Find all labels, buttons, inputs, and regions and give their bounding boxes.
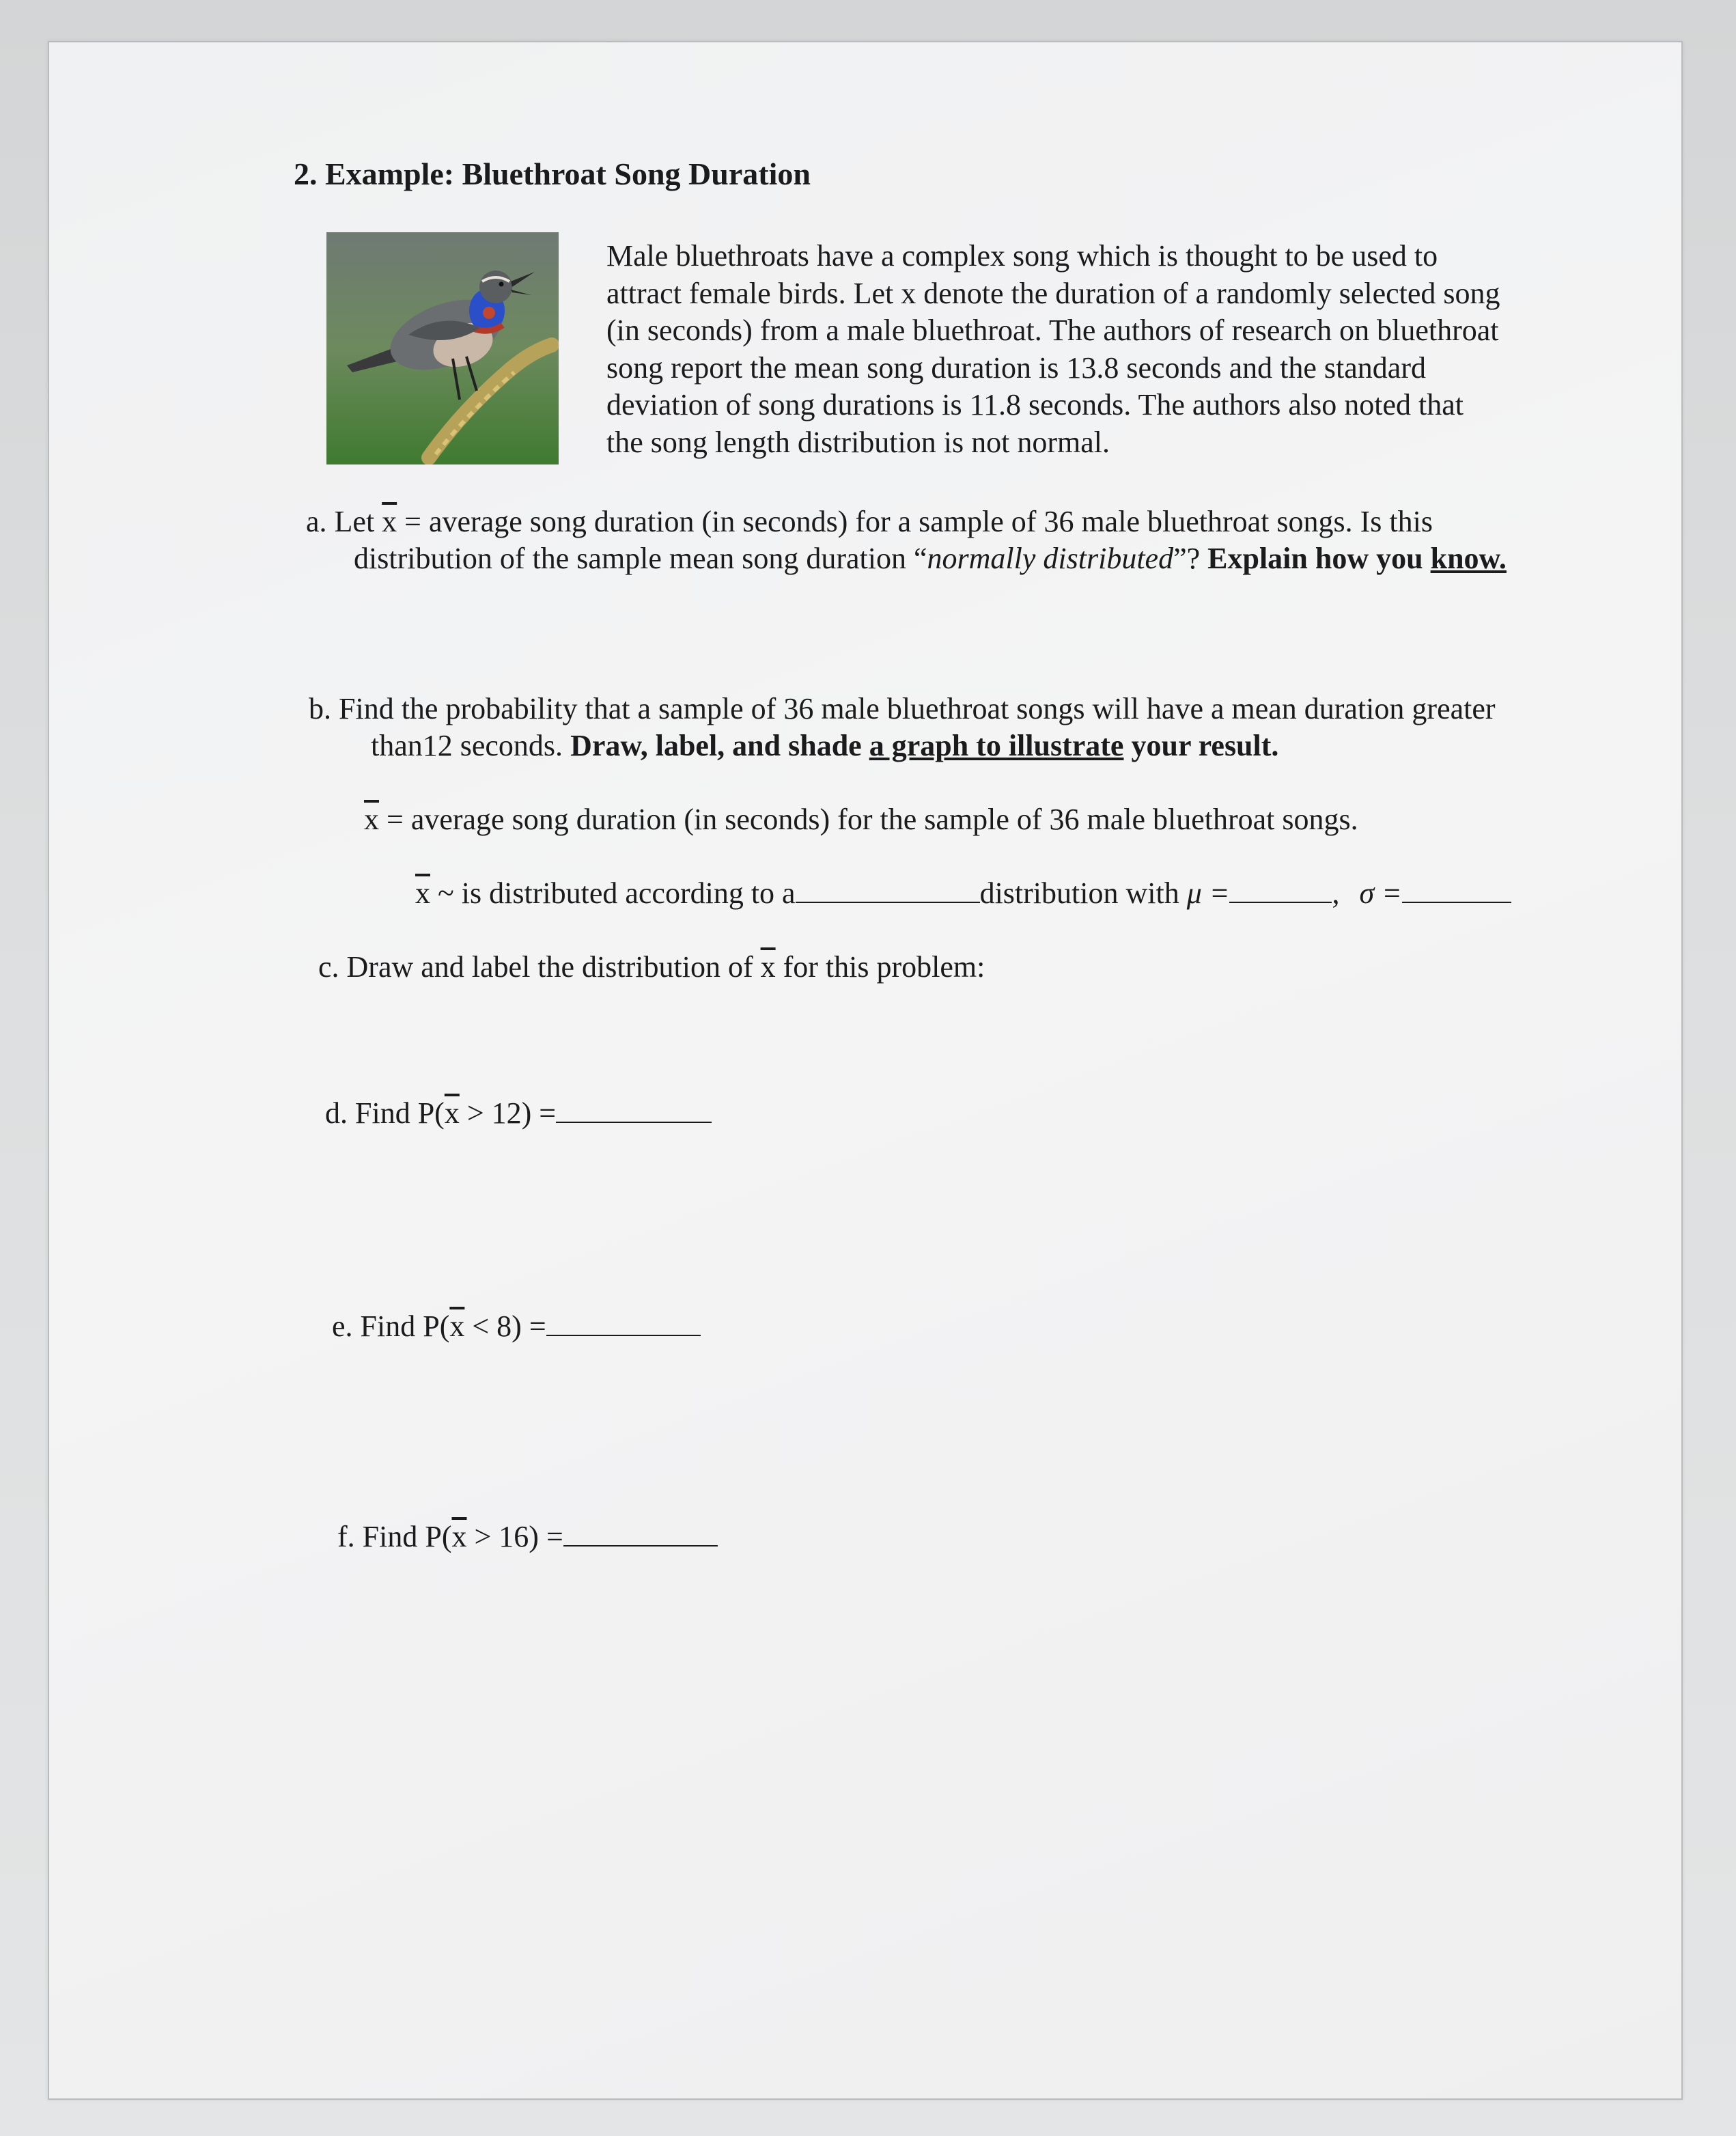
part-a-bold-underlined: know. [1430, 542, 1507, 575]
part-b-line2 [371, 728, 1278, 763]
part-a-label: a. [306, 505, 327, 538]
definition-text: = average song duration (in seconds) for the sample of 36 male bluethroat songs. [387, 803, 1358, 836]
page-title: 2. Example: Bluethroat Song Duration [294, 156, 811, 191]
part-d-text2: > 12) = [466, 1096, 557, 1130]
sigma-label: σ = [1359, 876, 1402, 910]
part-e-label: e. [332, 1309, 353, 1343]
part-a-question: distribution of the sample mean song duration “ [354, 542, 927, 575]
xbar-symbol: $\overline{x}$ [760, 950, 776, 984]
part-b-bold: Draw, label, and shade [570, 729, 862, 762]
intro-line: deviation of song durations is 11.8 seconds. The authors also noted that [606, 388, 1464, 421]
part-d-label: d. [325, 1096, 348, 1130]
bluethroat-bird-illustration [326, 232, 559, 464]
part-a-text: = average song duration (in seconds) for a sample of 36 male bluethroat songs. Is this [404, 505, 1433, 538]
part-f-label: f. [337, 1520, 355, 1553]
part-d-line [325, 1096, 712, 1131]
mu-blank[interactable] [1229, 902, 1332, 903]
part-b-text: Find the probability that a sample of 36 male bluethroat songs will have a mean duration greater [339, 692, 1496, 725]
dist-text: ~ is distributed according to a [438, 876, 796, 910]
xbar-symbol: $\overline{x}$ [382, 505, 397, 538]
part-c-text2: for this problem: [783, 950, 985, 984]
part-b-definition [364, 802, 1358, 837]
part-b-distribution [415, 876, 1511, 911]
part-b-label: b. [309, 692, 331, 725]
part-b-bold-underlined: a graph to illustrate [869, 729, 1124, 762]
dist-mid-text: distribution with [979, 876, 1179, 910]
distribution-blank[interactable] [796, 902, 980, 903]
part-b-text2: than12 seconds. [371, 729, 563, 762]
xbar-symbol: $\overline{x}$ [364, 803, 379, 836]
part-a-line2 [354, 541, 1507, 576]
part-f-line [337, 1519, 718, 1554]
part-e-line [332, 1309, 701, 1344]
part-a-line1 [306, 504, 1433, 539]
part-b-bold2: your result. [1131, 729, 1279, 762]
mu-label: μ = [1186, 876, 1230, 910]
part-a-close: ”? [1173, 542, 1201, 575]
intro-paragraph [606, 238, 1563, 461]
xbar-symbol: $\overline{x}$ [444, 1096, 460, 1130]
intro-line: attract female birds. Let x denote the duration of a randomly selected song [606, 276, 1500, 310]
part-c-label: c. [318, 950, 339, 984]
part-c-text: Draw and label the distribution of [346, 950, 753, 984]
intro-line: song report the mean song duration is 13.8 seconds and the standard [606, 350, 1426, 385]
xbar-symbol: $\overline{x}$ [449, 1309, 465, 1343]
part-e-answer-blank[interactable] [546, 1335, 701, 1336]
part-f-text: Find P( [362, 1520, 452, 1553]
xbar-symbol: $\overline{x}$ [451, 1520, 467, 1553]
part-a-bold: Explain how you [1207, 542, 1423, 575]
xbar-symbol: $\overline{x}$ [415, 876, 430, 910]
sigma-blank[interactable] [1402, 902, 1511, 903]
intro-line: (in seconds) from a male bluethroat. The authors of research on bluethroat [606, 314, 1499, 347]
part-d-answer-blank[interactable] [556, 1122, 712, 1123]
part-f-answer-blank[interactable] [563, 1545, 718, 1546]
part-e-text: Find P( [360, 1309, 450, 1343]
part-d-text: Find P( [355, 1096, 445, 1130]
part-b-line1 [309, 691, 1496, 726]
bluethroat-photo [326, 232, 559, 464]
intro-line: the song length distribution is not normal. [606, 425, 1110, 459]
part-f-text2: > 16) = [474, 1520, 563, 1553]
comma: , [1332, 876, 1340, 910]
part-c-line [318, 949, 985, 984]
part-a-let: Let [334, 505, 375, 538]
intro-line: Male bluethroats have a complex song which is thought to be used to [606, 239, 1438, 273]
part-e-text2: < 8) = [472, 1309, 546, 1343]
part-a-italic: normally distributed [927, 542, 1174, 575]
